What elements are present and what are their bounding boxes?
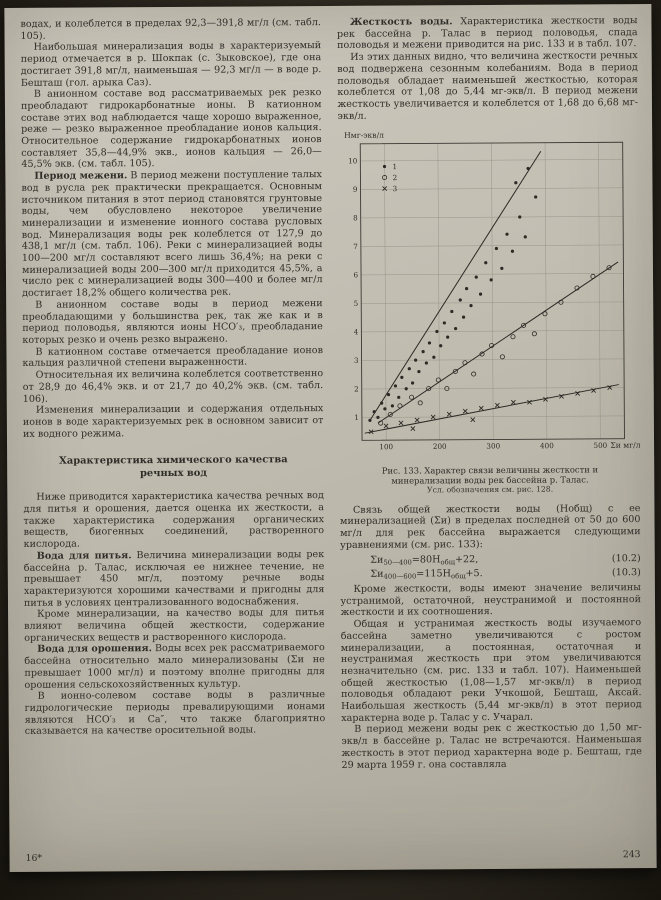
svg-text:1: 1 (353, 413, 359, 423)
equation-number: (10.2) (611, 552, 641, 564)
svg-text:3: 3 (353, 356, 359, 366)
paragraph: В анионном составе воды в период межени преобладающими у большинства рек, так же как и в период половодья, являются ионы НСО′₃, преобладание которых резко и очень резко выражено. (22, 297, 323, 346)
svg-text:9: 9 (352, 185, 358, 195)
eq-term: Σи (370, 554, 384, 566)
paragraph: В период межени воды рек с жесткостью до 1,50 мг-экв/л в бассейне р. Талас не встречаются. Наименьшая жесткость в этот период характерна воде р. Бешташ, где 29 марта 1959 г. она составляла (341, 722, 642, 771)
equation-10-3 (340, 567, 641, 581)
paragraph-voda-dlya-pitya (24, 549, 325, 609)
svg-text:8: 8 (352, 213, 358, 223)
paragraph-text: В период межени поступление талых вод в русла рек практически прекращается. Основным источником питания в этот период становятся грунтовые воды, чем обусловлено некоторое увеличение минерализации и изменение ионного состава русловых вод. Минерализация воды рек колеблется от 127,9 до 438,1 мг/л (см. табл. 106). Реки с минерализацией воды 100—200 мг/л составляют всего лишь 36,4%; на реки с минерализацией воды 200—300 мг/л приходится 45,5%, а число рек с минерализацией воды 300—400 и более мг/л достигает 18,2% общего количества рек. (21, 169, 323, 300)
paragraph-continuation: водах, и колеблется в пределах 92,3—391,8 мг/л (см. табл. 105). (20, 17, 321, 42)
paragraph: В катионном составе отмечается преобладание ионов кальция различной степени выраженности. (22, 344, 323, 370)
svg-text:2: 2 (392, 173, 397, 183)
paragraph-text: Характеристика жесткости воды рек бассейна р. Талас в период половодья, спада половодья и межени приводится на рис. 133 и в табл. 107. (336, 15, 638, 52)
paragraph: Кроме жесткости, воды имеют значение величины устранимой, остаточной, неустранимой и постоянной жесткости и их соотношения. (340, 582, 642, 619)
paragraph: Наибольшая минерализация воды в характеризуемый период отмечается в р. Шокпак (с. Зыковское), где она достигает 391,8 мг/л, наименьшая — 92,3 мг/л — в воде р. Бешташ (гол. арыка Саз). (20, 40, 322, 89)
figure-caption-text: Рис. 133. Характер связи величины жесткости и минерализации воды рек бассейна р. Талас. (381, 464, 599, 486)
signature-mark: 16* (25, 852, 43, 864)
paragraph-zhestkost-vody (337, 15, 638, 52)
paragraph-text: Величина минерализации воды рек бассейна р. Талас, исключая ее нижнее течение, не превышает 450 мг/л, поэтому речные воды характеризуются хорошими качествами и пригодны для питья в условиях централизованного водоснабжения. (23, 548, 325, 609)
scatter-chart (338, 126, 641, 464)
figure-caption (348, 464, 633, 497)
eq-term: =115Н (416, 568, 452, 580)
svg-text:Σи мг/л: Σи мг/л (609, 440, 641, 451)
book-page (4, 4, 656, 872)
svg-text:5: 5 (353, 299, 358, 309)
equation-formula (370, 568, 612, 581)
paragraph: Кроме минерализации, на качество воды для питья влияют величина общей жесткости, содержание органических веществ и растворенного кислорода. (24, 607, 325, 644)
two-column-layout (20, 15, 642, 773)
svg-text:300: 300 (485, 441, 500, 451)
svg-text:6: 6 (352, 270, 358, 280)
eq-subscript: 400—600 (383, 572, 417, 581)
paragraph: Ниже приводится характеристика качества речных вод для питья и орошения, дается оценка их жесткости, а также характеристика содержания органических веществ, биогенных соединений, растворенного кислорода. (23, 490, 325, 551)
left-column (20, 17, 325, 773)
svg-text:1: 1 (392, 162, 397, 172)
equation-number: (10.3) (611, 567, 641, 579)
paragraph-lead: Период межени. (34, 170, 128, 182)
paragraph: В ионно-солевом составе воды в различные гидрологические периоды превалирующими ионами являются НСО′₃ и Са″, что также благоприятно сказывается на качестве оросительной воды. (24, 689, 326, 738)
paragraph: Общая и устранимая жесткость воды изучаемого бассейна заметно увеличиваются с ростом минерализации, а постоянная, остаточная и неустранимая жесткость при этом увеличиваются незначительно (см. рис. 133 и табл. 107). Наименьшей общей жесткостью (1,08—1,57 мг-экв/л) в период половодья обладают реки Учкошой, Бешташ, Аксай. Наибольшая жесткость (5,44 мг-экв/л) в этот период характерна воде р. Талас у с. Учарал. (340, 617, 642, 724)
paragraph: Из этих данных видно, что величина жесткости речных вод подвержена сезонным колебаниям. Вода в период половодья обладает наименьшей жесткостью, которая колеблется от 1,08 до 5,44 мг-экв/л. В период межени жесткость увеличивается и колеблется от 1,68 до 6,68 мг-экв/л. (337, 50, 638, 122)
equation-formula (370, 553, 612, 566)
eq-subscript: общ (450, 572, 466, 581)
svg-text:200: 200 (432, 442, 447, 452)
svg-text:4: 4 (353, 327, 358, 337)
page-footer (26, 849, 641, 864)
eq-subscript: 50—400 (383, 558, 412, 567)
paragraph: Связь общей жесткости воды (Нобщ) с ее минерализацией (Σи) в пределах последней от 50 до 600 мг/л для рек бассейна выражается следующими уравнениями (см. рис. 133): (339, 502, 641, 551)
paragraph-lead: Вода для питья. (36, 550, 132, 562)
paragraph-lead: Жесткость воды. (349, 16, 453, 28)
eq-term: +5. (465, 568, 483, 580)
figure-133 (338, 126, 641, 496)
svg-text:500: 500 (592, 441, 607, 451)
eq-subscript: общ (440, 557, 456, 566)
paragraph-text: Воды всех рек рассматриваемого бассейна относительно мало минерализованы (Σи не превышает 1000 мг/л) и поэтому вполне пригодны для орошения сельскохозяйственных культур. (24, 642, 325, 691)
figure-caption-note: Усл. обозначения см. рис. 128. (426, 485, 554, 495)
equation-10-2 (340, 553, 641, 567)
paragraph-lead: Вода для орошения. (37, 643, 152, 656)
paragraph-period-mezheni (21, 169, 322, 300)
paragraph: Изменения минерализации и содержания отдельных ионов в воде характеризуемых рек в основном зависит от их водного режима. (22, 403, 324, 440)
svg-text:Нмг-экв/л: Нмг-экв/л (343, 131, 384, 141)
eq-term: +22, (454, 553, 479, 565)
section-heading: Характеристика химического качества речных вод (59, 454, 288, 480)
svg-text:7: 7 (352, 242, 358, 252)
paragraph: Относительная их величина колеблется соответственно от 28,9 до 46,4% экв. и от 21,7 до 40,2% экв. (см. табл. 106). (22, 368, 324, 405)
svg-text:2: 2 (353, 384, 359, 394)
paragraph-voda-dlya-orosheniya (24, 642, 325, 691)
paragraph: В анионном составе вод рассматриваемых рек резко преобладают гидрокарбонатные ионы. В катионном составе этих вод наблюдается чаще хорошо выраженное, реже — резко выраженное преобладание ионов кальция. Относительное содержание гидрокарбонатных ионов составляет 35,8—44,9% экв., ионов кальция — 26,0—45,5% экв. (см. табл. 105). (20, 87, 322, 171)
right-column (337, 15, 642, 771)
svg-text:3: 3 (392, 184, 397, 194)
svg-text:400: 400 (539, 441, 554, 451)
eq-term: =80Н (411, 553, 441, 566)
page-number: 243 (622, 849, 641, 861)
svg-text:10: 10 (347, 156, 357, 166)
svg-text:100: 100 (378, 442, 393, 452)
eq-term: Σи (370, 568, 384, 581)
